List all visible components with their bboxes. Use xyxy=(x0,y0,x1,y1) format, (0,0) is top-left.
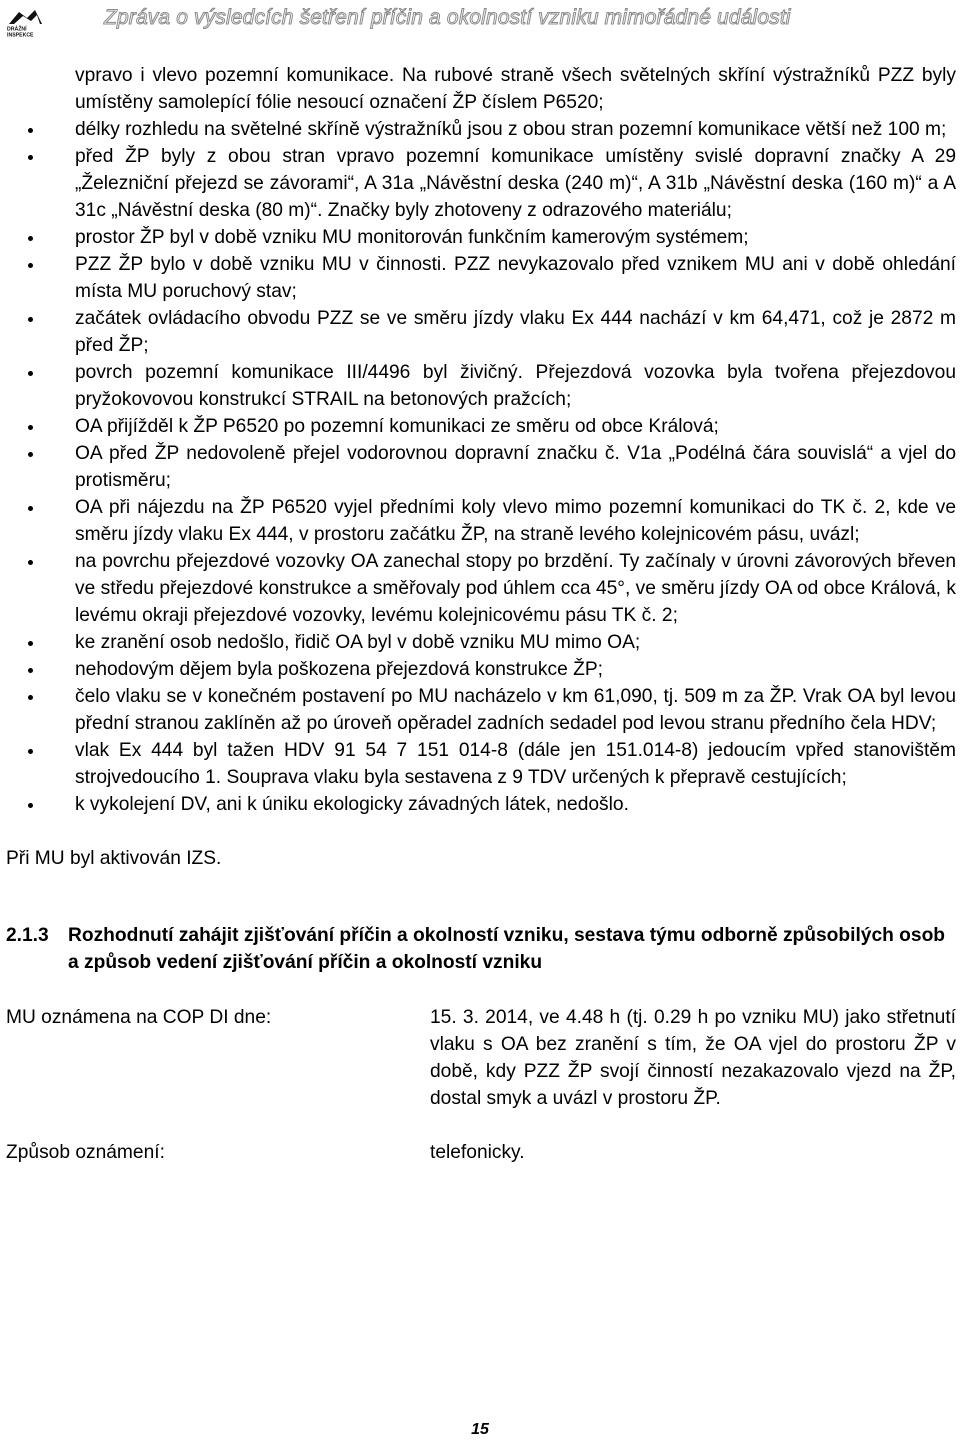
izs-note: Při MU byl aktivován IZS. xyxy=(6,848,222,869)
logo-line-1: DRÁŽNÍ xyxy=(7,26,27,33)
list-item xyxy=(75,116,956,143)
bullet-list xyxy=(0,116,960,818)
bullet-icon xyxy=(28,452,33,457)
list-item-text: OA před ŽP nedovoleně přejel vodorovnou dopravní značku č. V1a „Podélná čára souvislá“ a vjel do protisměru; xyxy=(75,443,956,491)
bullet-icon xyxy=(28,128,33,133)
list-item xyxy=(75,683,956,737)
list-item-text: k vykolejení DV, ani k úniku ekologicky závadných látek, nedošlo. xyxy=(75,794,629,815)
list-item xyxy=(75,791,956,818)
list-item-text: vlak Ex 444 byl tažen HDV 91 54 7 151 014-8 (dále jen 151.014-8) jedoucím vpřed stanovištěm strojvedoucího 1. Souprava vlaku byla sestavena z 9 TDV určených k přepravě cestujících; xyxy=(75,740,956,788)
bullet-icon xyxy=(28,371,33,376)
info-row-method xyxy=(0,1139,960,1166)
info-label: MU oznámena na COP DI dne: xyxy=(6,1007,272,1028)
page-header xyxy=(0,0,960,42)
bullet-icon xyxy=(28,155,33,160)
list-item xyxy=(75,143,956,224)
section-number: 2.1.3 xyxy=(6,925,49,946)
list-item-text: PZZ ŽP bylo v době vzniku MU v činnosti. PZZ nevykazovalo před vznikem MU ani v době ohledání místa MU poruchový stav; xyxy=(75,254,956,302)
list-item-text: na povrchu přejezdové vozovky OA zanechal stopy po brzdění. Ty začínaly v úrovni závorových břeven ve středu přejezdové konstrukce a směřovaly pod úhlem cca 45°, ve směru jízdy OA od obce Králová, k levému okraji přejezdové vozovky, levému kolejnicovému pásu TK č. 2; xyxy=(75,551,956,626)
list-item xyxy=(75,494,956,548)
section-title: Rozhodnutí zahájit zjišťování příčin a okolností vzniku, sestava týmu odborně způsobilých osob a způsob vedení zjišťování příčin a okolností vzniku xyxy=(68,925,946,973)
bullet-icon xyxy=(28,425,33,430)
header-title: Zpráva o výsledcích šetření příčin a okolností vzniku mimořádné události xyxy=(104,6,791,29)
list-item-text: před ŽP byly z obou stran vpravo pozemní komunikace umístěny svislé dopravní značky A 29 „Železniční přejezd se závorami“, A 31a „Návěstní deska (240 m)“, A 31b „Návěstní deska (160 m)“ a A 31c „Návěstní deska (80 m)“. Značky byly zhotoveny z odrazového materiálu; xyxy=(75,146,956,221)
list-item xyxy=(75,656,956,683)
list-item xyxy=(75,251,956,305)
info-value: telefonicky. xyxy=(430,1142,525,1163)
info-label: Způsob oznámení: xyxy=(6,1142,165,1163)
bullet-icon xyxy=(28,560,33,565)
list-item-text: začátek ovládacího obvodu PZZ se ve směru jízdy vlaku Ex 444 nachází v km 64,471, což je 2872 m před ŽP; xyxy=(75,308,956,356)
bullet-icon xyxy=(28,749,33,754)
section-heading xyxy=(0,922,960,976)
info-value: 15. 3. 2014, ve 4.48 h (tj. 0.29 h po vzniku MU) jako střetnutí vlaku s OA bez zranění s tím, že OA vjel do prostoru ŽP v době, kdy PZZ ŽP svojí činností nezakazovalo vjezd na ŽP, dostal smyk a uvázl v prostoru ŽP. xyxy=(430,1007,956,1109)
bullet-icon xyxy=(28,317,33,322)
list-item-text: povrch pozemní komunikace III/4496 byl živičný. Přejezdová vozovka byla tvořena přejezdovou pryžokovovou konstrukcí STRAIL na betonových pražcích; xyxy=(75,362,956,410)
list-item xyxy=(75,413,956,440)
bullet-icon xyxy=(28,236,33,241)
list-item-text: nehodovým dějem byla poškozena přejezdová konstrukce ŽP; xyxy=(75,659,603,680)
bullet-icon xyxy=(28,695,33,700)
list-item-text: OA přijížděl k ŽP P6520 po pozemní komunikaci ze směru od obce Králová; xyxy=(75,416,719,437)
list-item xyxy=(75,224,956,251)
bullet-icon xyxy=(28,506,33,511)
list-item xyxy=(75,359,956,413)
list-item-text: ke zranění osob nedošlo, řidič OA byl v době vzniku MU mimo OA; xyxy=(75,632,641,653)
logo-line-2: INSPEKCE xyxy=(7,32,34,38)
info-row-reported xyxy=(0,1004,960,1112)
drazni-inspekce-logo xyxy=(3,4,47,38)
list-item-text: prostor ŽP byl v době vzniku MU monitorován funkčním kamerovým systémem; xyxy=(75,227,749,248)
list-item-text: čelo vlaku se v konečném postavení po MU nacházelo v km 61,090, tj. 509 m za ŽP. Vrak OA byl levou přední stranou zaklíněn až po úroveň opěradel zadních sedadel pod levou stranu předního čela HDV; xyxy=(75,686,956,734)
document-body xyxy=(0,62,960,1166)
bullet-icon xyxy=(28,641,33,646)
bullet-icon xyxy=(28,263,33,268)
list-item xyxy=(75,548,956,629)
bullet-icon xyxy=(28,668,33,673)
list-item xyxy=(75,737,956,791)
list-item xyxy=(75,305,956,359)
list-item xyxy=(75,440,956,494)
bullet-icon xyxy=(28,803,33,808)
list-item-text: délky rozhledu na světelné skříně výstražníků jsou z obou stran pozemní komunikace větší než 100 m; xyxy=(75,119,947,140)
list-item xyxy=(75,629,956,656)
list-item-text: OA při nájezdu na ŽP P6520 vyjel předními koly vlevo mimo pozemní komunikaci do TK č. 2, kde ve směru jízdy vlaku Ex 444, v prostoru začátku ŽP, na straně levého kolejnicovém pásu, uvázl; xyxy=(75,497,956,545)
intro-line: vpravo i vlevo pozemní komunikace. Na rubové straně všech světelných skříní výstražníků PZZ byly umístěny samolepící fólie nesoucí označení ŽP číslem P6520; xyxy=(75,65,956,113)
page-number: 15 xyxy=(471,1421,489,1438)
